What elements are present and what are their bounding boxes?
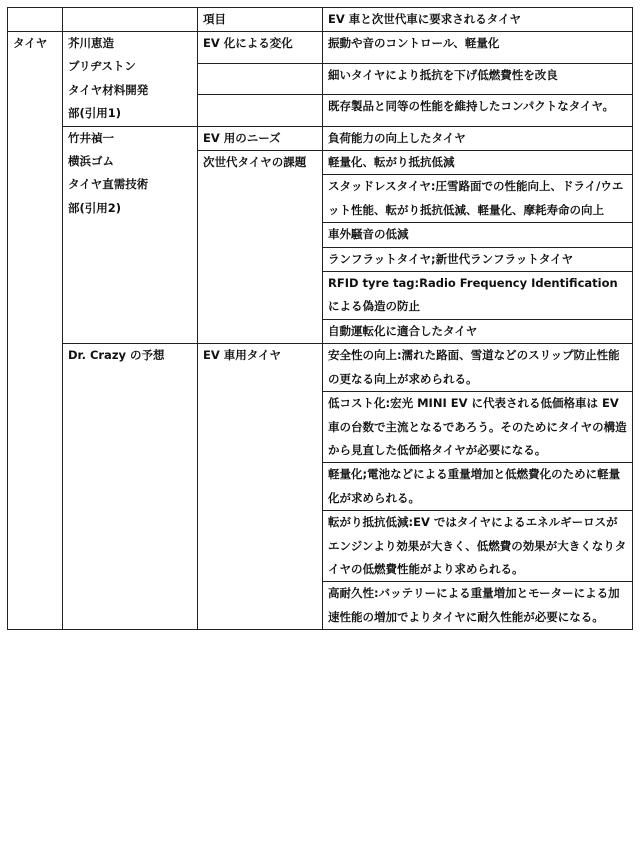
item-cell: EV 用のニーズ xyxy=(198,126,323,150)
header-cell-requirement: EV 車と次世代車に要求されるタイヤ xyxy=(323,8,633,32)
source-line: タイヤ直需技術 xyxy=(68,177,149,192)
header-row xyxy=(8,8,633,32)
item-cell xyxy=(198,95,323,127)
requirement-cell: 高耐久性:バッテリーによる重量増加とモーターによる加速性能の増加でよりタイヤに耐久性能が必要になる。 xyxy=(323,582,633,630)
requirement-cell: 負荷能力の向上したタイヤ xyxy=(323,126,633,150)
item-cell: EV 車用タイヤ xyxy=(198,344,323,630)
requirement-cell: 振動や音のコントロール、軽量化 xyxy=(323,32,633,64)
category-cell: タイヤ xyxy=(8,32,63,630)
item-cell: EV 化による変化 xyxy=(198,32,323,64)
header-cell-item: 項目 xyxy=(198,8,323,32)
requirement-cell: 既存製品と同等の性能を維持したコンパクトなタイヤ。 xyxy=(323,95,633,127)
requirement-cell: ランフラットタイヤ;新世代ランフラットタイヤ xyxy=(323,247,633,271)
source-line: 横浜ゴム xyxy=(68,154,114,169)
requirement-cell: 細いタイヤにより抵抗を下げ低燃費性を改良 xyxy=(323,63,633,95)
table-row xyxy=(8,32,633,64)
source-line: 竹井禎一 xyxy=(68,130,114,145)
document-page xyxy=(7,7,632,630)
header-cell-category xyxy=(8,8,63,32)
source-cell-3 xyxy=(63,344,198,630)
requirement-cell: 低コスト化:宏光 MINI EV に代表される低価格車は EV 車の台数で主流となるであろう。そのためにタイヤの構造から見直した低価格タイヤが必要になる。 xyxy=(323,392,633,463)
source-cell-1 xyxy=(63,32,198,127)
requirement-cell: 軽量化;電池などによる重量増加と低燃費化のために軽量化が求められる。 xyxy=(323,463,633,511)
requirement-cell: 安全性の向上:濡れた路面、雪道などのスリップ防止性能の更なる向上が求められる。 xyxy=(323,344,633,392)
requirement-cell: 車外騒音の低減 xyxy=(323,223,633,247)
requirement-cell: RFID tyre tag:Radio Frequency Identification による偽造の防止 xyxy=(323,272,633,320)
source-line: ブリヂストン xyxy=(68,59,136,74)
source-cell-2 xyxy=(63,126,198,344)
source-line: 部(引用1) xyxy=(68,106,122,121)
requirement-cell: 転がり抵抗低減:EV ではタイヤによるエネルギーロスがエンジンより効果が大きく、低燃費の効果が大きくなりタイヤの低燃費性能がより求められる。 xyxy=(323,511,633,582)
source-line: タイヤ材料開発 xyxy=(68,82,149,97)
requirement-cell: 軽量化、転がり抵抗低減 xyxy=(323,151,633,175)
table-row xyxy=(8,126,633,150)
source-line: Dr. Crazy の予想 xyxy=(68,348,165,363)
source-line: 部(引用2) xyxy=(68,200,122,215)
requirement-cell: スタッドレスタイヤ:圧雪路面での性能向上、ドライ/ウエット性能、転がり抵抗低減、軽量化、摩耗寿命の向上 xyxy=(323,175,633,223)
ev-tire-requirements-table xyxy=(7,7,633,630)
source-line: 芥川恵造 xyxy=(68,36,114,50)
header-cell-source xyxy=(63,8,198,32)
item-cell xyxy=(198,63,323,95)
requirement-cell: 自動運転化に適合したタイヤ xyxy=(323,319,633,343)
table-row xyxy=(8,344,633,392)
item-cell: 次世代タイヤの課題 xyxy=(198,151,323,344)
